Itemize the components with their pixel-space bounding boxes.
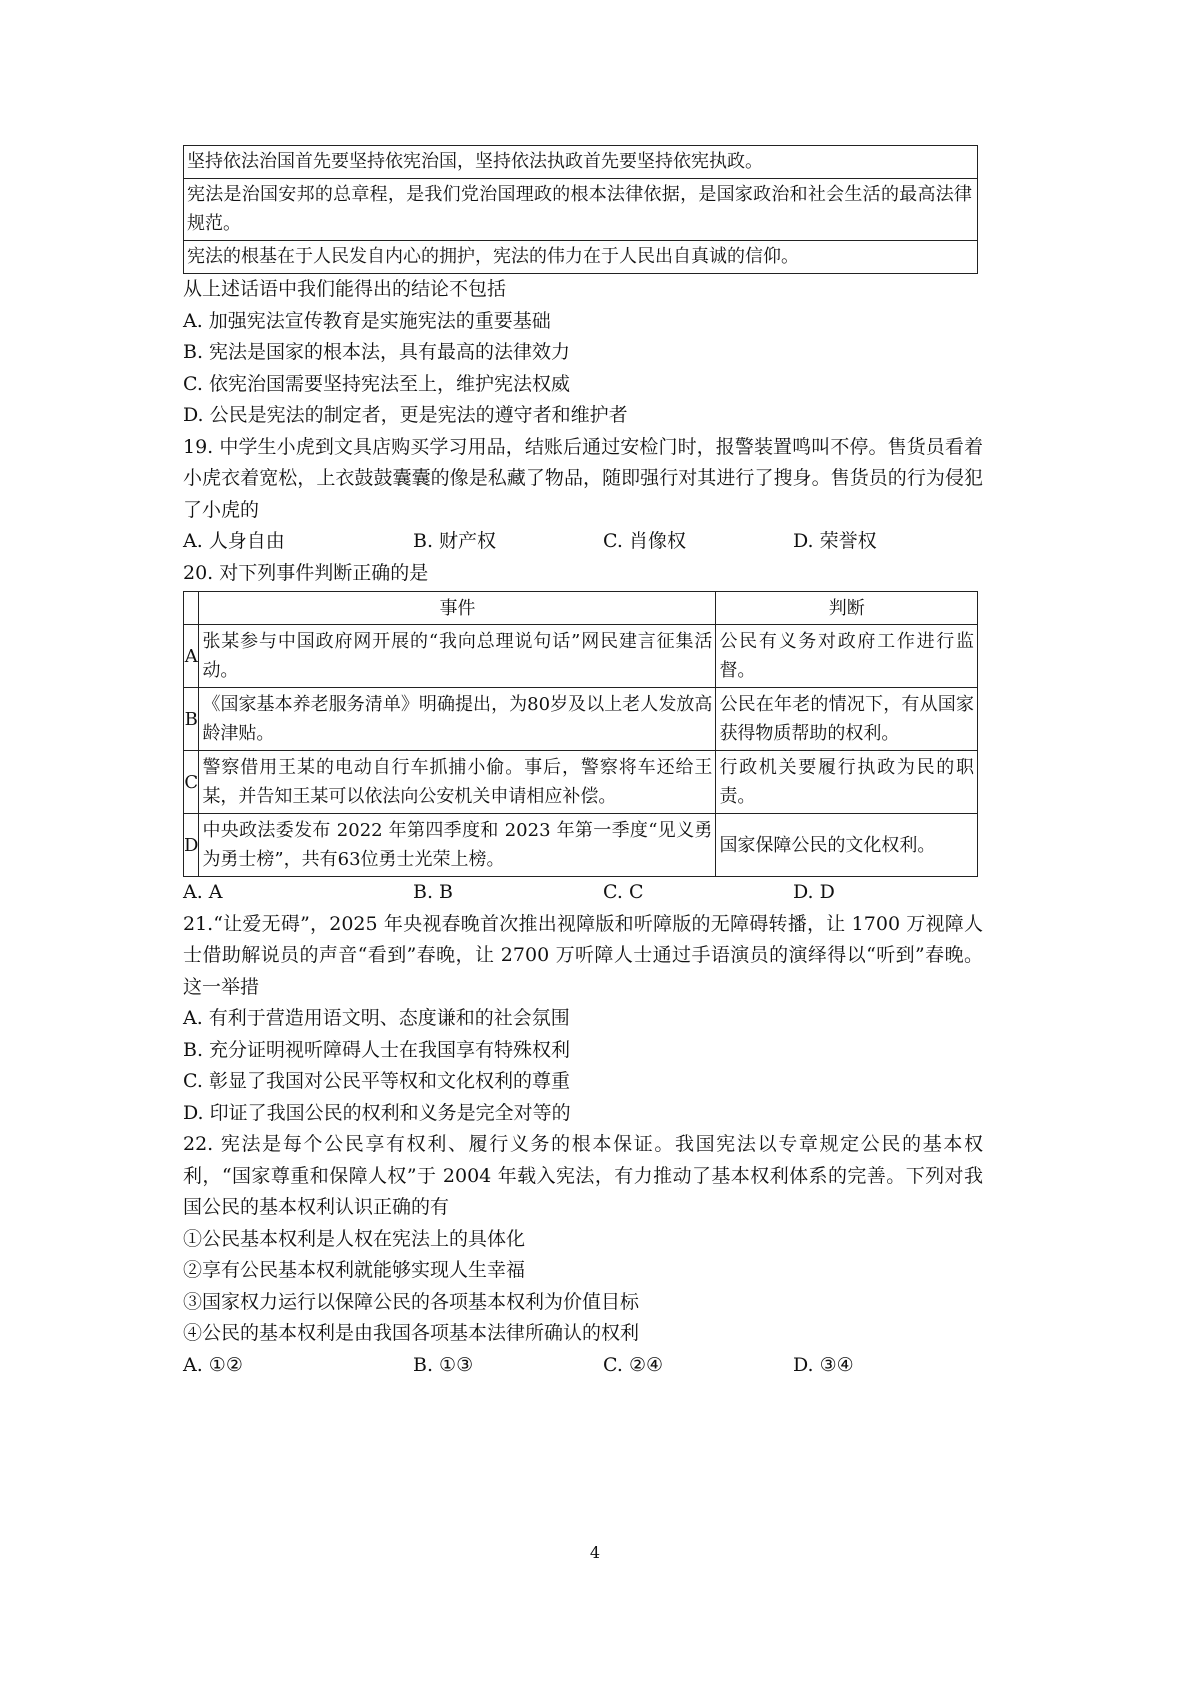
row-event: 《国家基本养老服务清单》明确提出，为80岁及以上老人发放高龄津贴。: [199, 688, 716, 751]
q19-option-a: A. 人身自由: [183, 530, 285, 552]
quote-table: [183, 145, 978, 274]
header-blank: [184, 592, 199, 625]
q21-option-c: C. 彰显了我国对公民平等权和文化权利的尊重: [183, 1070, 570, 1092]
q22-options: [183, 1350, 983, 1382]
q21-option-b: B. 充分证明视听障碍人士在我国享有特殊权利: [183, 1038, 571, 1061]
q20-option-c: C. C: [603, 881, 644, 903]
row-letter: A: [184, 625, 199, 688]
table-row: [184, 688, 978, 751]
q22-statement-3: ③国家权力运行以保障公民的各项基本权利为价值目标: [183, 1290, 640, 1313]
q20-options: [183, 877, 983, 909]
q22-statement-4: ④公民的基本权利是由我国各项基本法律所确认的权利: [183, 1322, 640, 1344]
q22-option-c: C. ②④: [603, 1353, 664, 1376]
q22-option-b: B. ①③: [413, 1353, 474, 1376]
header-event: 事件: [199, 592, 716, 625]
q19-option-d: D. 荣誉权: [793, 530, 877, 552]
row-judgment: 公民有义务对政府工作进行监督。: [716, 625, 978, 688]
q22-stem: 22. 宪法是每个公民享有权利、履行义务的根本保证。我国宪法以专章规定公民的基本权利，“国家尊重和保障人权”于 2004 年载入宪法，有力推动了基本权利体系的完善。下列对我国公民的基本权利认识正确的有: [183, 1133, 983, 1218]
event-judgment-table: [183, 591, 978, 877]
q18-option-a: A. 加强宪法宣传教育是实施宪法的重要基础: [183, 309, 551, 332]
q18-stem: 从上述话语中我们能得出的结论不包括: [183, 278, 507, 300]
row-event: 张某参与中国政府网开展的“我向总理说句话”网民建言征集活动。: [199, 625, 716, 688]
q19-stem: 19. 中学生小虎到文具店购买学习用品，结账后通过安检门时，报警装置鸣叫不停。售货员看着小虎衣着宽松，上衣鼓鼓囊囊的像是私藏了物品，随即强行对其进行了搜身。售货员的行为侵犯了小虎的: [183, 435, 983, 521]
q20-option-d: D. D: [793, 881, 835, 903]
page-content: [183, 143, 983, 1381]
q19-option-b: B. 财产权: [413, 530, 497, 552]
row-event: 警察借用王某的电动自行车抓捕小偷。事后，警察将车还给王某，并告知王某可以依法向公安机关申请相应补偿。: [199, 751, 716, 814]
row-letter: D: [184, 814, 199, 877]
row-letter: C: [184, 751, 199, 814]
row-judgment: 国家保障公民的文化权利。: [716, 814, 978, 877]
q18-option-b: B. 宪法是国家的根本法，具有最高的法律效力: [183, 341, 571, 363]
q18-option-c: C. 依宪治国需要坚持宪法至上，维护宪法权威: [183, 372, 570, 395]
header-judgment: 判断: [716, 592, 978, 625]
q19-options: [183, 526, 983, 558]
q22-option-d: D. ③④: [793, 1353, 854, 1376]
quote-cell: 坚持依法治国首先要坚持依宪治国，坚持依法执政首先要坚持依宪执政。: [184, 146, 978, 179]
quote-row: [184, 241, 978, 274]
page-number: 4: [589, 1543, 601, 1562]
q21-stem: 21.“让爱无碍”，2025 年央视春晚首次推出视障版和听障版的无障碍转播，让 1700 万视障人士借助解说员的声音“看到”春晚，让 2700 万听障人士通过手语演员的演绎得以“听到”春晚。这一举措: [183, 912, 983, 998]
row-judgment: 行政机关要履行执政为民的职责。: [716, 751, 978, 814]
quote-row: [184, 146, 978, 179]
q18-option-d: D. 公民是宪法的制定者，更是宪法的遵守者和维护者: [183, 404, 628, 426]
q22-statement-1: ①公民基本权利是人权在宪法上的具体化: [183, 1227, 526, 1250]
row-judgment: 公民在年老的情况下，有从国家获得物质帮助的权利。: [716, 688, 978, 751]
q21-option-a: A. 有利于营造用语文明、态度谦和的社会氛围: [183, 1007, 570, 1029]
q20-stem: 20. 对下列事件判断正确的是: [183, 561, 429, 584]
table-row: [184, 751, 978, 814]
quote-row: [184, 179, 978, 241]
table-row: [184, 625, 978, 688]
q19-option-c: C. 肖像权: [603, 530, 686, 552]
row-event: 中央政法委发布 2022 年第四季度和 2023 年第一季度“见义勇为勇士榜”，共有63位勇士光荣上榜。: [199, 814, 716, 877]
q21-option-d: D. 印证了我国公民的权利和义务是完全对等的: [183, 1101, 571, 1124]
quote-cell: 宪法是治国安邦的总章程，是我们党治国理政的根本法律依据，是国家政治和社会生活的最高法律规范。: [184, 179, 978, 241]
q22-statement-2: ②享有公民基本权利就能够实现人生幸福: [183, 1259, 526, 1281]
quote-cell: 宪法的根基在于人民发自内心的拥护，宪法的伟力在于人民出自真诚的信仰。: [184, 241, 978, 274]
table-row: [184, 814, 978, 877]
q22-option-a: A. ①②: [183, 1353, 243, 1376]
row-letter: B: [184, 688, 199, 751]
table-header-row: [184, 592, 978, 625]
q20-option-a: A. A: [183, 881, 223, 903]
q20-option-b: B. B: [413, 881, 454, 903]
